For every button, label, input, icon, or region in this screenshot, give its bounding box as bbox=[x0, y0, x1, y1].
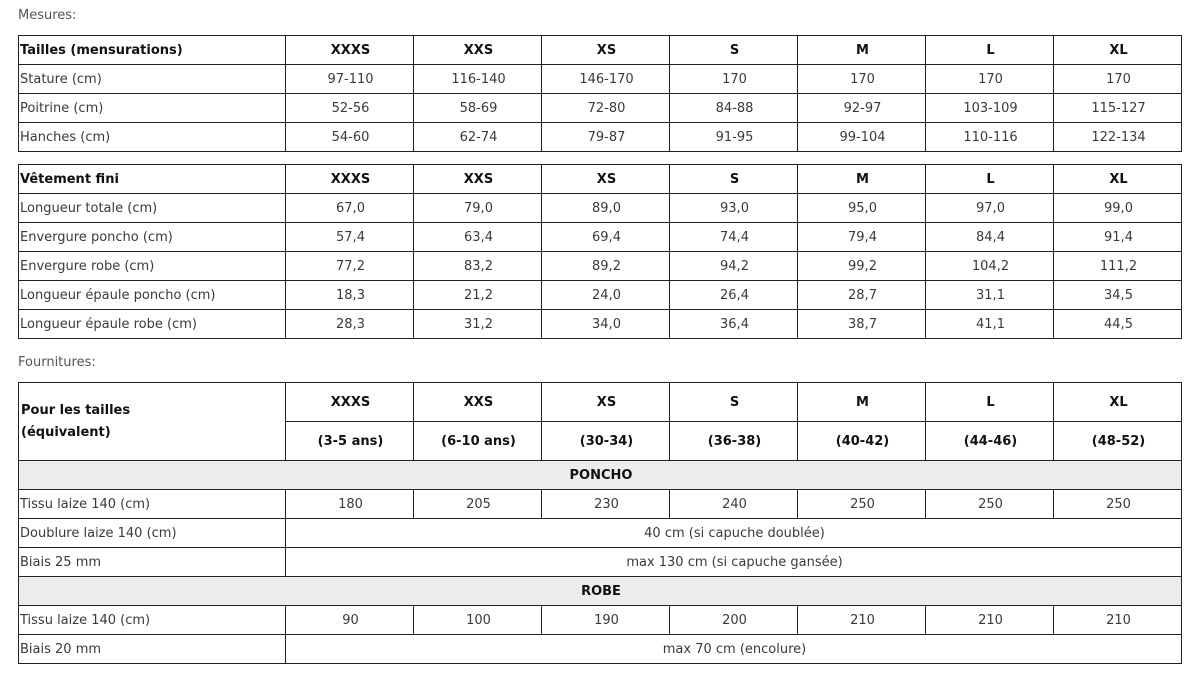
size-header: L bbox=[926, 383, 1054, 422]
table-header-row bbox=[19, 383, 1182, 422]
table-cell: 21,2 bbox=[414, 281, 542, 310]
garment-measurements-table bbox=[18, 164, 1182, 339]
table-cell: 72-80 bbox=[542, 94, 670, 123]
table-cell: 63,4 bbox=[414, 223, 542, 252]
table-cell: max 70 cm (encolure) bbox=[286, 635, 1182, 664]
table-cell: 31,2 bbox=[414, 310, 542, 339]
table-cell: 170 bbox=[926, 65, 1054, 94]
table-cell: 146-170 bbox=[542, 65, 670, 94]
table-cell: 190 bbox=[542, 606, 670, 635]
row-label: Stature (cm) bbox=[19, 65, 286, 94]
table-cell: 69,4 bbox=[542, 223, 670, 252]
row-label: Hanches (cm) bbox=[19, 123, 286, 152]
table-cell: 99-104 bbox=[798, 123, 926, 152]
size-header: XXXS bbox=[286, 36, 414, 65]
size-header: XL bbox=[1054, 36, 1182, 65]
table-cell: 104,2 bbox=[926, 252, 1054, 281]
table-cell: 230 bbox=[542, 490, 670, 519]
header-line-2: (équivalent) bbox=[21, 424, 111, 440]
table-cell: 89,2 bbox=[542, 252, 670, 281]
row-label: Envergure poncho (cm) bbox=[19, 223, 286, 252]
table-cell: 84-88 bbox=[670, 94, 798, 123]
size-equivalent: (44-46) bbox=[926, 422, 1054, 461]
size-header: L bbox=[926, 36, 1054, 65]
size-header: XXS bbox=[414, 383, 542, 422]
table-cell: 54-60 bbox=[286, 123, 414, 152]
table-cell: 200 bbox=[670, 606, 798, 635]
table-cell: 111,2 bbox=[1054, 252, 1182, 281]
supplies-table bbox=[18, 382, 1182, 664]
table-header-row bbox=[19, 165, 1182, 194]
row-label: Longueur épaule poncho (cm) bbox=[19, 281, 286, 310]
table-cell: 210 bbox=[1054, 606, 1182, 635]
size-header: XXS bbox=[414, 165, 542, 194]
robe-band-row bbox=[19, 577, 1182, 606]
table-cell: 116-140 bbox=[414, 65, 542, 94]
table-cell: max 130 cm (si capuche gansée) bbox=[286, 548, 1182, 577]
size-header: S bbox=[670, 165, 798, 194]
size-header: XL bbox=[1054, 383, 1182, 422]
table-cell: 31,1 bbox=[926, 281, 1054, 310]
size-header: XS bbox=[542, 36, 670, 65]
table-cell: 24,0 bbox=[542, 281, 670, 310]
table-cell: 170 bbox=[798, 65, 926, 94]
row-label: Tissu laize 140 (cm) bbox=[19, 606, 286, 635]
row-label: Biais 25 mm bbox=[19, 548, 286, 577]
table-cell: 67,0 bbox=[286, 194, 414, 223]
size-equivalent: (6-10 ans) bbox=[414, 422, 542, 461]
row-label: Longueur totale (cm) bbox=[19, 194, 286, 223]
table-cell: 79,0 bbox=[414, 194, 542, 223]
table-row bbox=[19, 490, 1182, 519]
table-cell: 95,0 bbox=[798, 194, 926, 223]
table-cell: 205 bbox=[414, 490, 542, 519]
table-cell: 40 cm (si capuche doublée) bbox=[286, 519, 1182, 548]
supplies-table-header bbox=[19, 383, 286, 461]
table-row bbox=[19, 281, 1182, 310]
table-cell: 91,4 bbox=[1054, 223, 1182, 252]
table-cell: 62-74 bbox=[414, 123, 542, 152]
table-cell: 38,7 bbox=[798, 310, 926, 339]
size-equivalent: (48-52) bbox=[1054, 422, 1182, 461]
size-header: XXXS bbox=[286, 383, 414, 422]
table-cell: 79,4 bbox=[798, 223, 926, 252]
poncho-band: PONCHO bbox=[19, 461, 1182, 490]
supplies-title: Fournitures: bbox=[18, 355, 96, 370]
table-row bbox=[19, 223, 1182, 252]
table-cell: 170 bbox=[670, 65, 798, 94]
table-cell: 180 bbox=[286, 490, 414, 519]
table-cell: 110-116 bbox=[926, 123, 1054, 152]
size-header: XL bbox=[1054, 165, 1182, 194]
size-equivalent: (30-34) bbox=[542, 422, 670, 461]
table-cell: 34,0 bbox=[542, 310, 670, 339]
size-header: XS bbox=[542, 165, 670, 194]
size-header: M bbox=[798, 165, 926, 194]
table-cell: 83,2 bbox=[414, 252, 542, 281]
body-table-header: Tailles (mensurations) bbox=[19, 36, 286, 65]
row-label: Biais 20 mm bbox=[19, 635, 286, 664]
header-line-1: Pour les tailles bbox=[21, 402, 131, 418]
table-row bbox=[19, 310, 1182, 339]
table-cell: 240 bbox=[670, 490, 798, 519]
table-cell: 89,0 bbox=[542, 194, 670, 223]
table-cell: 97,0 bbox=[926, 194, 1054, 223]
table-cell: 91-95 bbox=[670, 123, 798, 152]
table-cell: 28,7 bbox=[798, 281, 926, 310]
row-label: Tissu laize 140 (cm) bbox=[19, 490, 286, 519]
table-cell: 210 bbox=[798, 606, 926, 635]
table-row bbox=[19, 123, 1182, 152]
table-cell: 250 bbox=[798, 490, 926, 519]
table-cell: 99,2 bbox=[798, 252, 926, 281]
table-cell: 93,0 bbox=[670, 194, 798, 223]
size-header: M bbox=[798, 383, 926, 422]
table-cell: 210 bbox=[926, 606, 1054, 635]
table-cell: 28,3 bbox=[286, 310, 414, 339]
table-cell: 18,3 bbox=[286, 281, 414, 310]
row-label: Poitrine (cm) bbox=[19, 94, 286, 123]
size-header: XXXS bbox=[286, 165, 414, 194]
table-cell: 100 bbox=[414, 606, 542, 635]
table-cell: 103-109 bbox=[926, 94, 1054, 123]
table-row bbox=[19, 519, 1182, 548]
table-cell: 34,5 bbox=[1054, 281, 1182, 310]
row-label: Envergure robe (cm) bbox=[19, 252, 286, 281]
table-cell: 250 bbox=[926, 490, 1054, 519]
row-label: Longueur épaule robe (cm) bbox=[19, 310, 286, 339]
table-row bbox=[19, 252, 1182, 281]
table-cell: 97-110 bbox=[286, 65, 414, 94]
table-cell: 36,4 bbox=[670, 310, 798, 339]
size-equivalent: (40-42) bbox=[798, 422, 926, 461]
table-cell: 41,1 bbox=[926, 310, 1054, 339]
table-row bbox=[19, 65, 1182, 94]
measures-title: Mesures: bbox=[18, 8, 77, 23]
size-header: M bbox=[798, 36, 926, 65]
table-cell: 115-127 bbox=[1054, 94, 1182, 123]
table-cell: 57,4 bbox=[286, 223, 414, 252]
table-cell: 79-87 bbox=[542, 123, 670, 152]
size-header: L bbox=[926, 165, 1054, 194]
size-equivalent: (36-38) bbox=[670, 422, 798, 461]
row-label: Doublure laize 140 (cm) bbox=[19, 519, 286, 548]
size-equivalent: (3-5 ans) bbox=[286, 422, 414, 461]
table-row bbox=[19, 606, 1182, 635]
table-header-row bbox=[19, 36, 1182, 65]
table-cell: 92-97 bbox=[798, 94, 926, 123]
garment-table-header: Vêtement fini bbox=[19, 165, 286, 194]
table-cell: 84,4 bbox=[926, 223, 1054, 252]
size-header: XXS bbox=[414, 36, 542, 65]
size-header: S bbox=[670, 36, 798, 65]
size-header: XS bbox=[542, 383, 670, 422]
table-cell: 26,4 bbox=[670, 281, 798, 310]
table-row bbox=[19, 635, 1182, 664]
table-cell: 94,2 bbox=[670, 252, 798, 281]
table-cell: 250 bbox=[1054, 490, 1182, 519]
table-row bbox=[19, 548, 1182, 577]
body-measurements-table bbox=[18, 35, 1182, 152]
table-cell: 58-69 bbox=[414, 94, 542, 123]
table-cell: 74,4 bbox=[670, 223, 798, 252]
table-row bbox=[19, 194, 1182, 223]
size-header: S bbox=[670, 383, 798, 422]
table-cell: 90 bbox=[286, 606, 414, 635]
table-cell: 52-56 bbox=[286, 94, 414, 123]
table-cell: 77,2 bbox=[286, 252, 414, 281]
table-row bbox=[19, 94, 1182, 123]
robe-band: ROBE bbox=[19, 577, 1182, 606]
table-cell: 170 bbox=[1054, 65, 1182, 94]
table-cell: 122-134 bbox=[1054, 123, 1182, 152]
table-cell: 99,0 bbox=[1054, 194, 1182, 223]
table-cell: 44,5 bbox=[1054, 310, 1182, 339]
poncho-band-row bbox=[19, 461, 1182, 490]
